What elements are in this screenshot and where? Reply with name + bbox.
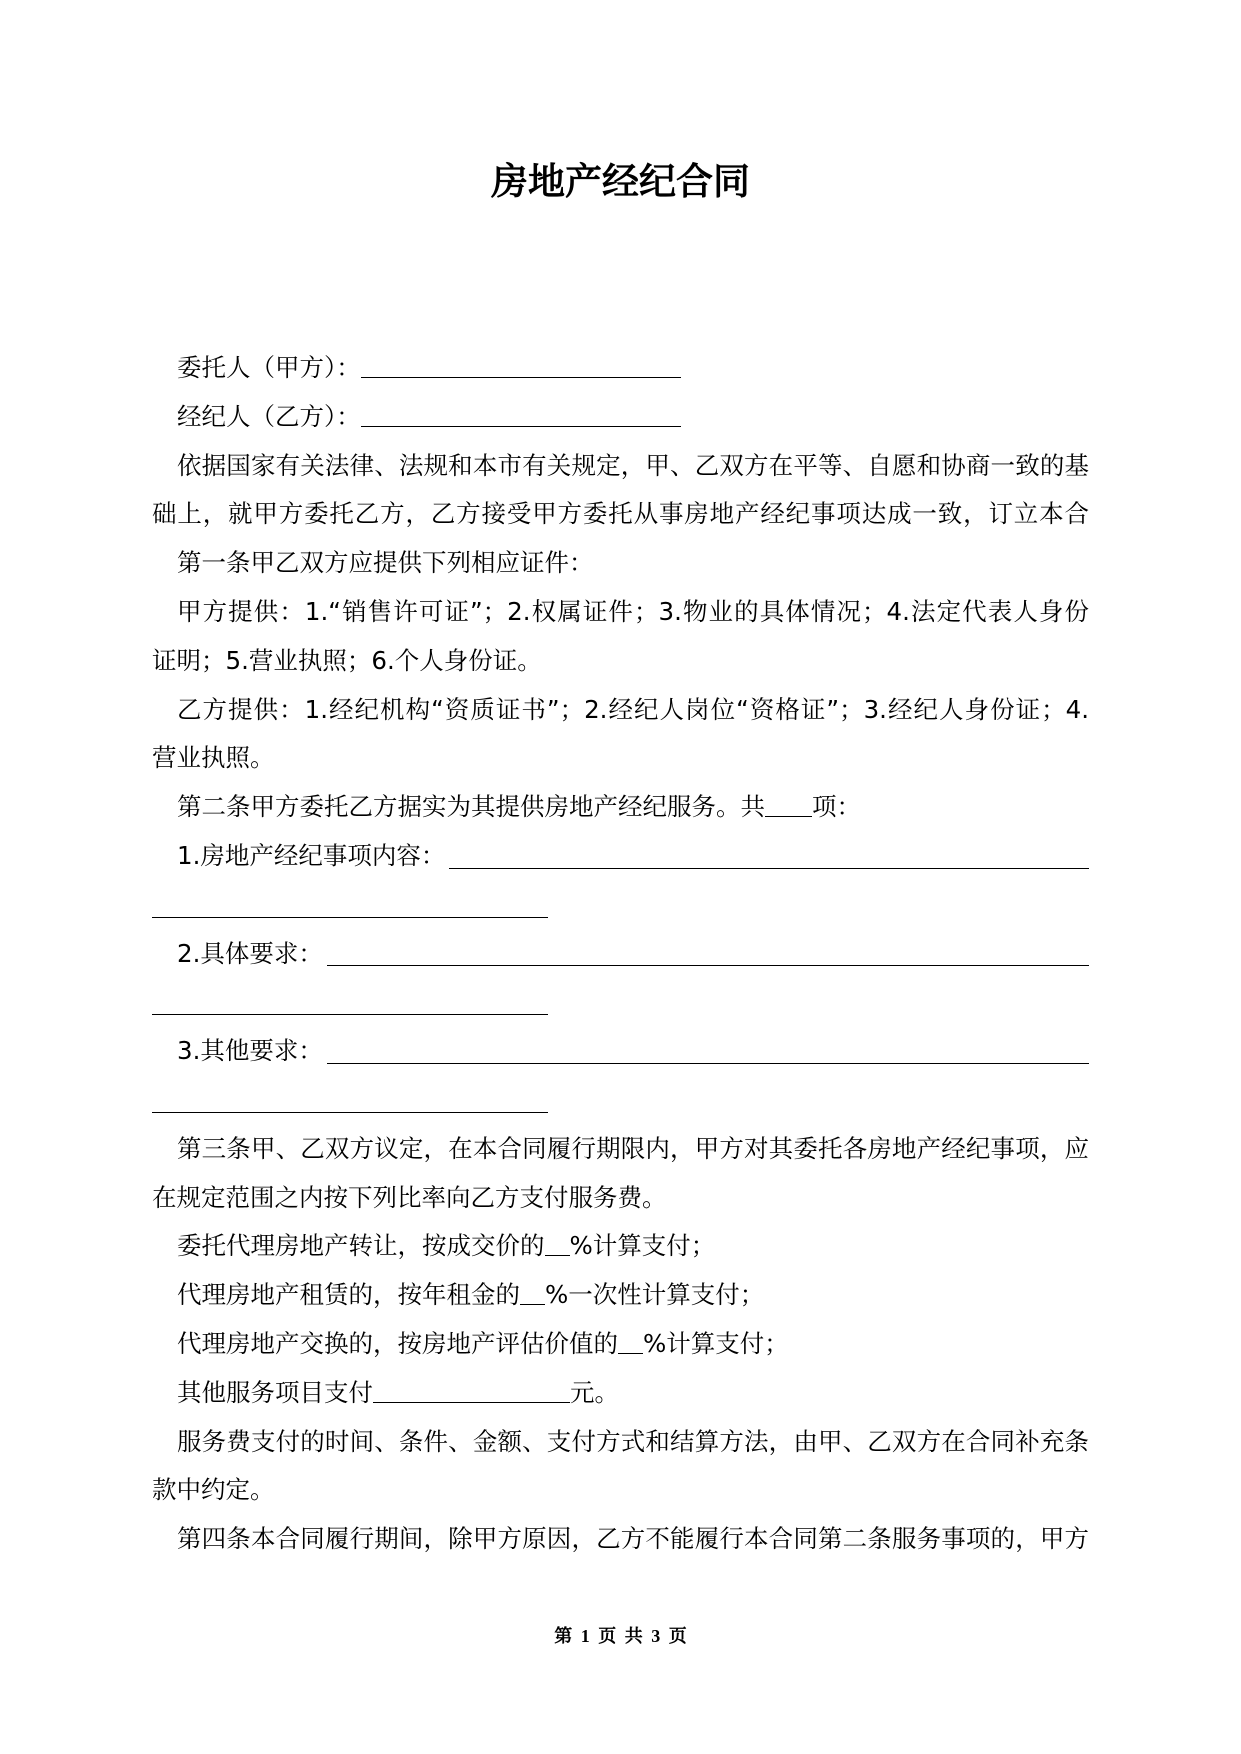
fee-transfer-text: 委托代理房地产转让，按成交价的	[177, 1231, 545, 1261]
client-party-label: 委托人（甲方）：	[177, 353, 361, 382]
article-2-text-end: 项：	[812, 792, 861, 822]
client-party-blank	[361, 377, 681, 378]
service-item-2-blank	[327, 965, 1089, 966]
article-1-heading: 第一条甲乙双方应提供下列相应证件：	[177, 548, 594, 578]
preamble-line: 依据国家有关法律、法规和本市有关规定，甲、乙双方在平等、自愿和协商一致的基	[177, 450, 1089, 480]
article-3-line: 在规定范围之内按下列比率向乙方支付服务费。	[152, 1182, 667, 1212]
service-item-3-continuation-blank	[152, 1112, 548, 1113]
fee-other-text: 其他服务项目支付	[177, 1377, 373, 1407]
agent-party-label: 经纪人（乙方）：	[177, 401, 361, 431]
service-item-1-label: 1.房地产经纪事项内容：	[177, 840, 446, 870]
fee-other-amount-blank	[373, 1402, 570, 1403]
agent-party-blank	[361, 426, 681, 427]
service-item-1-continuation-blank	[152, 917, 548, 918]
fee-transfer-text-end: %计算支付；	[569, 1231, 716, 1261]
payment-terms-line: 服务费支付的时间、条件、金额、支付方式和结算方法，由甲、乙双方在合同补充条	[177, 1426, 1089, 1456]
service-item-2-continuation	[152, 978, 1089, 1027]
service-item-2-label: 2.具体要求：	[177, 938, 323, 968]
document-title: 房地产经纪合同	[491, 160, 750, 203]
article-2-text: 第二条甲方委托乙方据实为其提供房地产经纪服务。共	[177, 792, 765, 822]
fee-lease-text-end: %一次性计算支付；	[545, 1280, 765, 1310]
page-number-footer: 第 1 页 共 3 页	[554, 1626, 687, 1646]
service-item-2-continuation-blank	[152, 1014, 548, 1015]
fee-lease-line	[152, 1271, 1089, 1320]
fee-exchange-text: 代理房地产交换的，按房地产评估价值的	[177, 1328, 618, 1358]
contract-body	[152, 344, 1089, 1564]
service-item-3-blank	[327, 1063, 1089, 1064]
item-count-blank	[765, 816, 812, 817]
service-item-3-label: 3.其他要求：	[177, 1036, 323, 1066]
fee-exchange-percent-blank	[618, 1353, 643, 1354]
fee-other-line	[152, 1369, 1089, 1418]
party-b-documents-line: 营业执照。	[152, 743, 275, 773]
article-2-clause	[152, 783, 1089, 832]
fee-lease-percent-blank	[520, 1304, 545, 1305]
fee-transfer-line	[152, 1222, 1089, 1271]
fee-lease-text: 代理房地产租赁的，按年租金的	[177, 1280, 520, 1310]
service-item-3-continuation	[152, 1076, 1089, 1125]
party-b-documents-line: 乙方提供：1.经纪机构“资质证书”；2.经纪人岗位“资格证”；3.经纪人身份证；4.	[177, 694, 1089, 724]
fee-other-text-end: 元。	[570, 1377, 619, 1407]
service-item-1	[152, 832, 1089, 881]
service-item-3	[152, 1027, 1089, 1076]
article-4-line: 第四条本合同履行期间，除甲方原因，乙方不能履行本合同第二条服务事项的，甲方	[177, 1524, 1089, 1554]
service-item-1-blank	[449, 868, 1089, 869]
party-a-documents-line: 甲方提供：1.“销售许可证”；2.权属证件；3.物业的具体情况；4.法定代表人身份	[177, 596, 1089, 626]
preamble-line: 础上，就甲方委托乙方，乙方接受甲方委托从事房地产经纪事项达成一致，订立本合	[152, 499, 1089, 529]
client-party-line	[152, 344, 1089, 393]
party-a-documents-line: 证明；5.营业执照；6.个人身份证。	[152, 645, 542, 675]
payment-terms-line: 款中约定。	[152, 1475, 275, 1505]
fee-exchange-line	[152, 1320, 1089, 1369]
service-item-1-continuation	[152, 881, 1089, 930]
article-3-line: 第三条甲、乙双方议定，在本合同履行期限内，甲方对其委托各房地产经纪事项，应	[177, 1133, 1089, 1163]
fee-exchange-text-end: %计算支付；	[643, 1328, 789, 1358]
agent-party-line	[152, 393, 1089, 442]
fee-transfer-percent-blank	[545, 1255, 570, 1256]
service-item-2	[152, 930, 1089, 979]
